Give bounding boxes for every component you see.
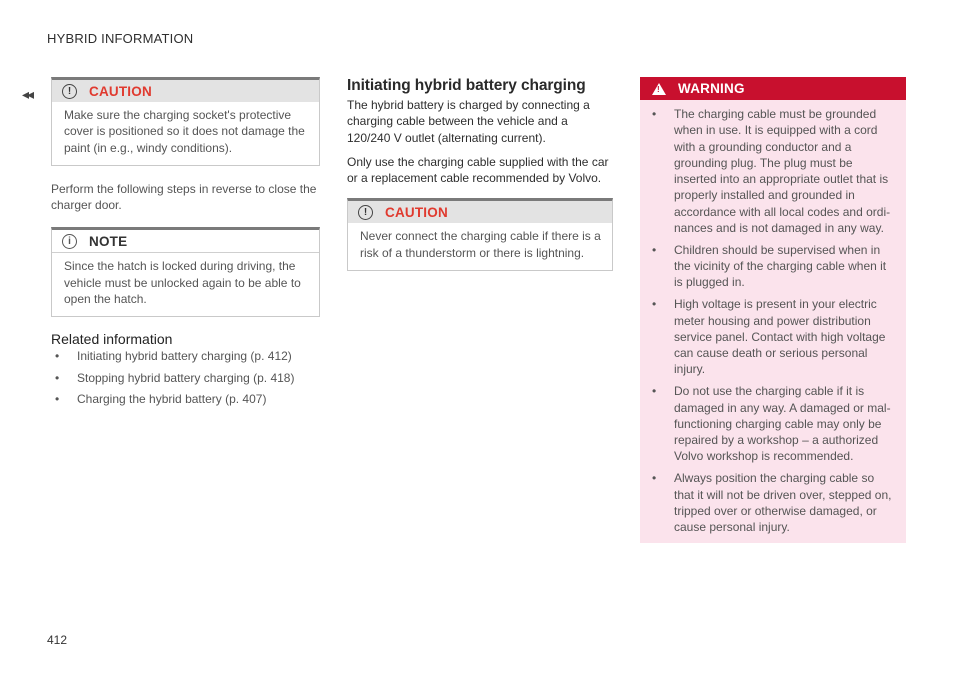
caution-header xyxy=(348,201,612,223)
caution-box xyxy=(347,198,613,271)
page-number: 412 xyxy=(47,633,68,647)
bullet: • xyxy=(55,391,60,406)
column-middle xyxy=(347,77,613,271)
info-circle-icon: i xyxy=(62,234,77,249)
close-door-paragraph: Perform the following steps in reverse to close the charger door. xyxy=(51,181,317,213)
bullet: • xyxy=(652,107,657,121)
warning-box xyxy=(640,77,906,543)
warning-item xyxy=(648,470,894,535)
caution-box xyxy=(51,77,320,166)
warning-item-text: The charging cable must be grounded when in use. It is equipped with a cord with a grounding conductor and a grounding plug. The plug must be inserted into an appropriate outlet that is properly installed and grounded in accordance with all local codes and ordi-nances and is not damaged in any way. xyxy=(674,107,891,236)
note-title: NOTE xyxy=(89,233,128,249)
caution-header xyxy=(52,80,319,102)
warning-item-text: Always position the charging cable so that it will not be driven over, stepped on, tripped over or otherwise damaged, or cause personal injury. xyxy=(674,471,892,535)
related-information-list xyxy=(51,348,320,407)
section-header: HYBRID INFORMATION xyxy=(47,31,194,46)
warning-triangle-icon: ! xyxy=(652,83,666,95)
warning-header xyxy=(640,77,906,100)
related-link-label: Charging the hybrid battery (p. 407) xyxy=(77,391,267,406)
related-link-3[interactable] xyxy=(51,391,320,407)
warning-title: WARNING xyxy=(678,81,745,96)
related-link-2[interactable] xyxy=(51,370,320,386)
bullet: • xyxy=(652,242,657,257)
caution-text: Never connect the charging cable if there is a risk of a thunderstorm or there is lightning. xyxy=(360,229,601,260)
related-information-heading: Related information xyxy=(51,331,173,348)
warning-item-text: High voltage is present in your electric meter housing and power distribution service panel. Contact with high voltage can cause death or serious personal injury. xyxy=(674,297,886,377)
cable-paragraph: Only use the charging cable supplied with the car or a replacement cable recommended by Volvo. xyxy=(347,154,609,186)
warning-item xyxy=(648,242,894,291)
note-box xyxy=(51,227,320,317)
related-link-1[interactable] xyxy=(51,348,320,364)
related-link-label: Stopping hybrid battery charging (p. 418) xyxy=(77,370,295,385)
bullet: • xyxy=(55,349,60,364)
bullet: • xyxy=(652,471,657,486)
caution-title: CAUTION xyxy=(385,204,448,220)
warning-list xyxy=(648,106,894,535)
bullet: • xyxy=(652,384,657,399)
previous-page-icon[interactable]: ◂◂ xyxy=(22,86,33,102)
note-header xyxy=(52,230,319,253)
note-text: Since the hatch is locked during driving, the vehicle must be unlocked again to be able to open the hatch. xyxy=(64,259,301,307)
caution-text: Make sure the charging socket's protective cover is positioned so it does not damage the paint (in e.g., windy conditions). xyxy=(64,108,305,155)
column-right xyxy=(640,77,906,543)
exclamation-circle-icon: ! xyxy=(62,84,77,99)
exclamation-circle-icon: ! xyxy=(358,205,373,220)
warning-item-text: Do not use the charging cable if it is damaged in any way. A damaged or mal-functioning charging cable may only be repaired by a workshop – a authorized Volvo workshop is recommended. xyxy=(674,384,891,464)
warning-item xyxy=(648,296,894,377)
bullet: • xyxy=(652,297,657,312)
bullet: • xyxy=(55,370,60,385)
section-heading: Initiating hybrid battery charging xyxy=(347,77,586,94)
intro-paragraph: The hybrid battery is charged by connecting a charging cable between the vehicle and a 120/240 V outlet (alternating current). xyxy=(347,98,590,145)
caution-title: CAUTION xyxy=(89,83,152,99)
warning-item xyxy=(648,106,894,236)
warning-body xyxy=(640,100,906,543)
warning-item xyxy=(648,383,894,464)
column-left xyxy=(51,77,320,407)
related-link-label: Initiating hybrid battery charging (p. 412) xyxy=(77,349,292,364)
warning-item-text: Children should be supervised when in the vicinity of the charging cable when it is plugged in. xyxy=(674,242,887,290)
